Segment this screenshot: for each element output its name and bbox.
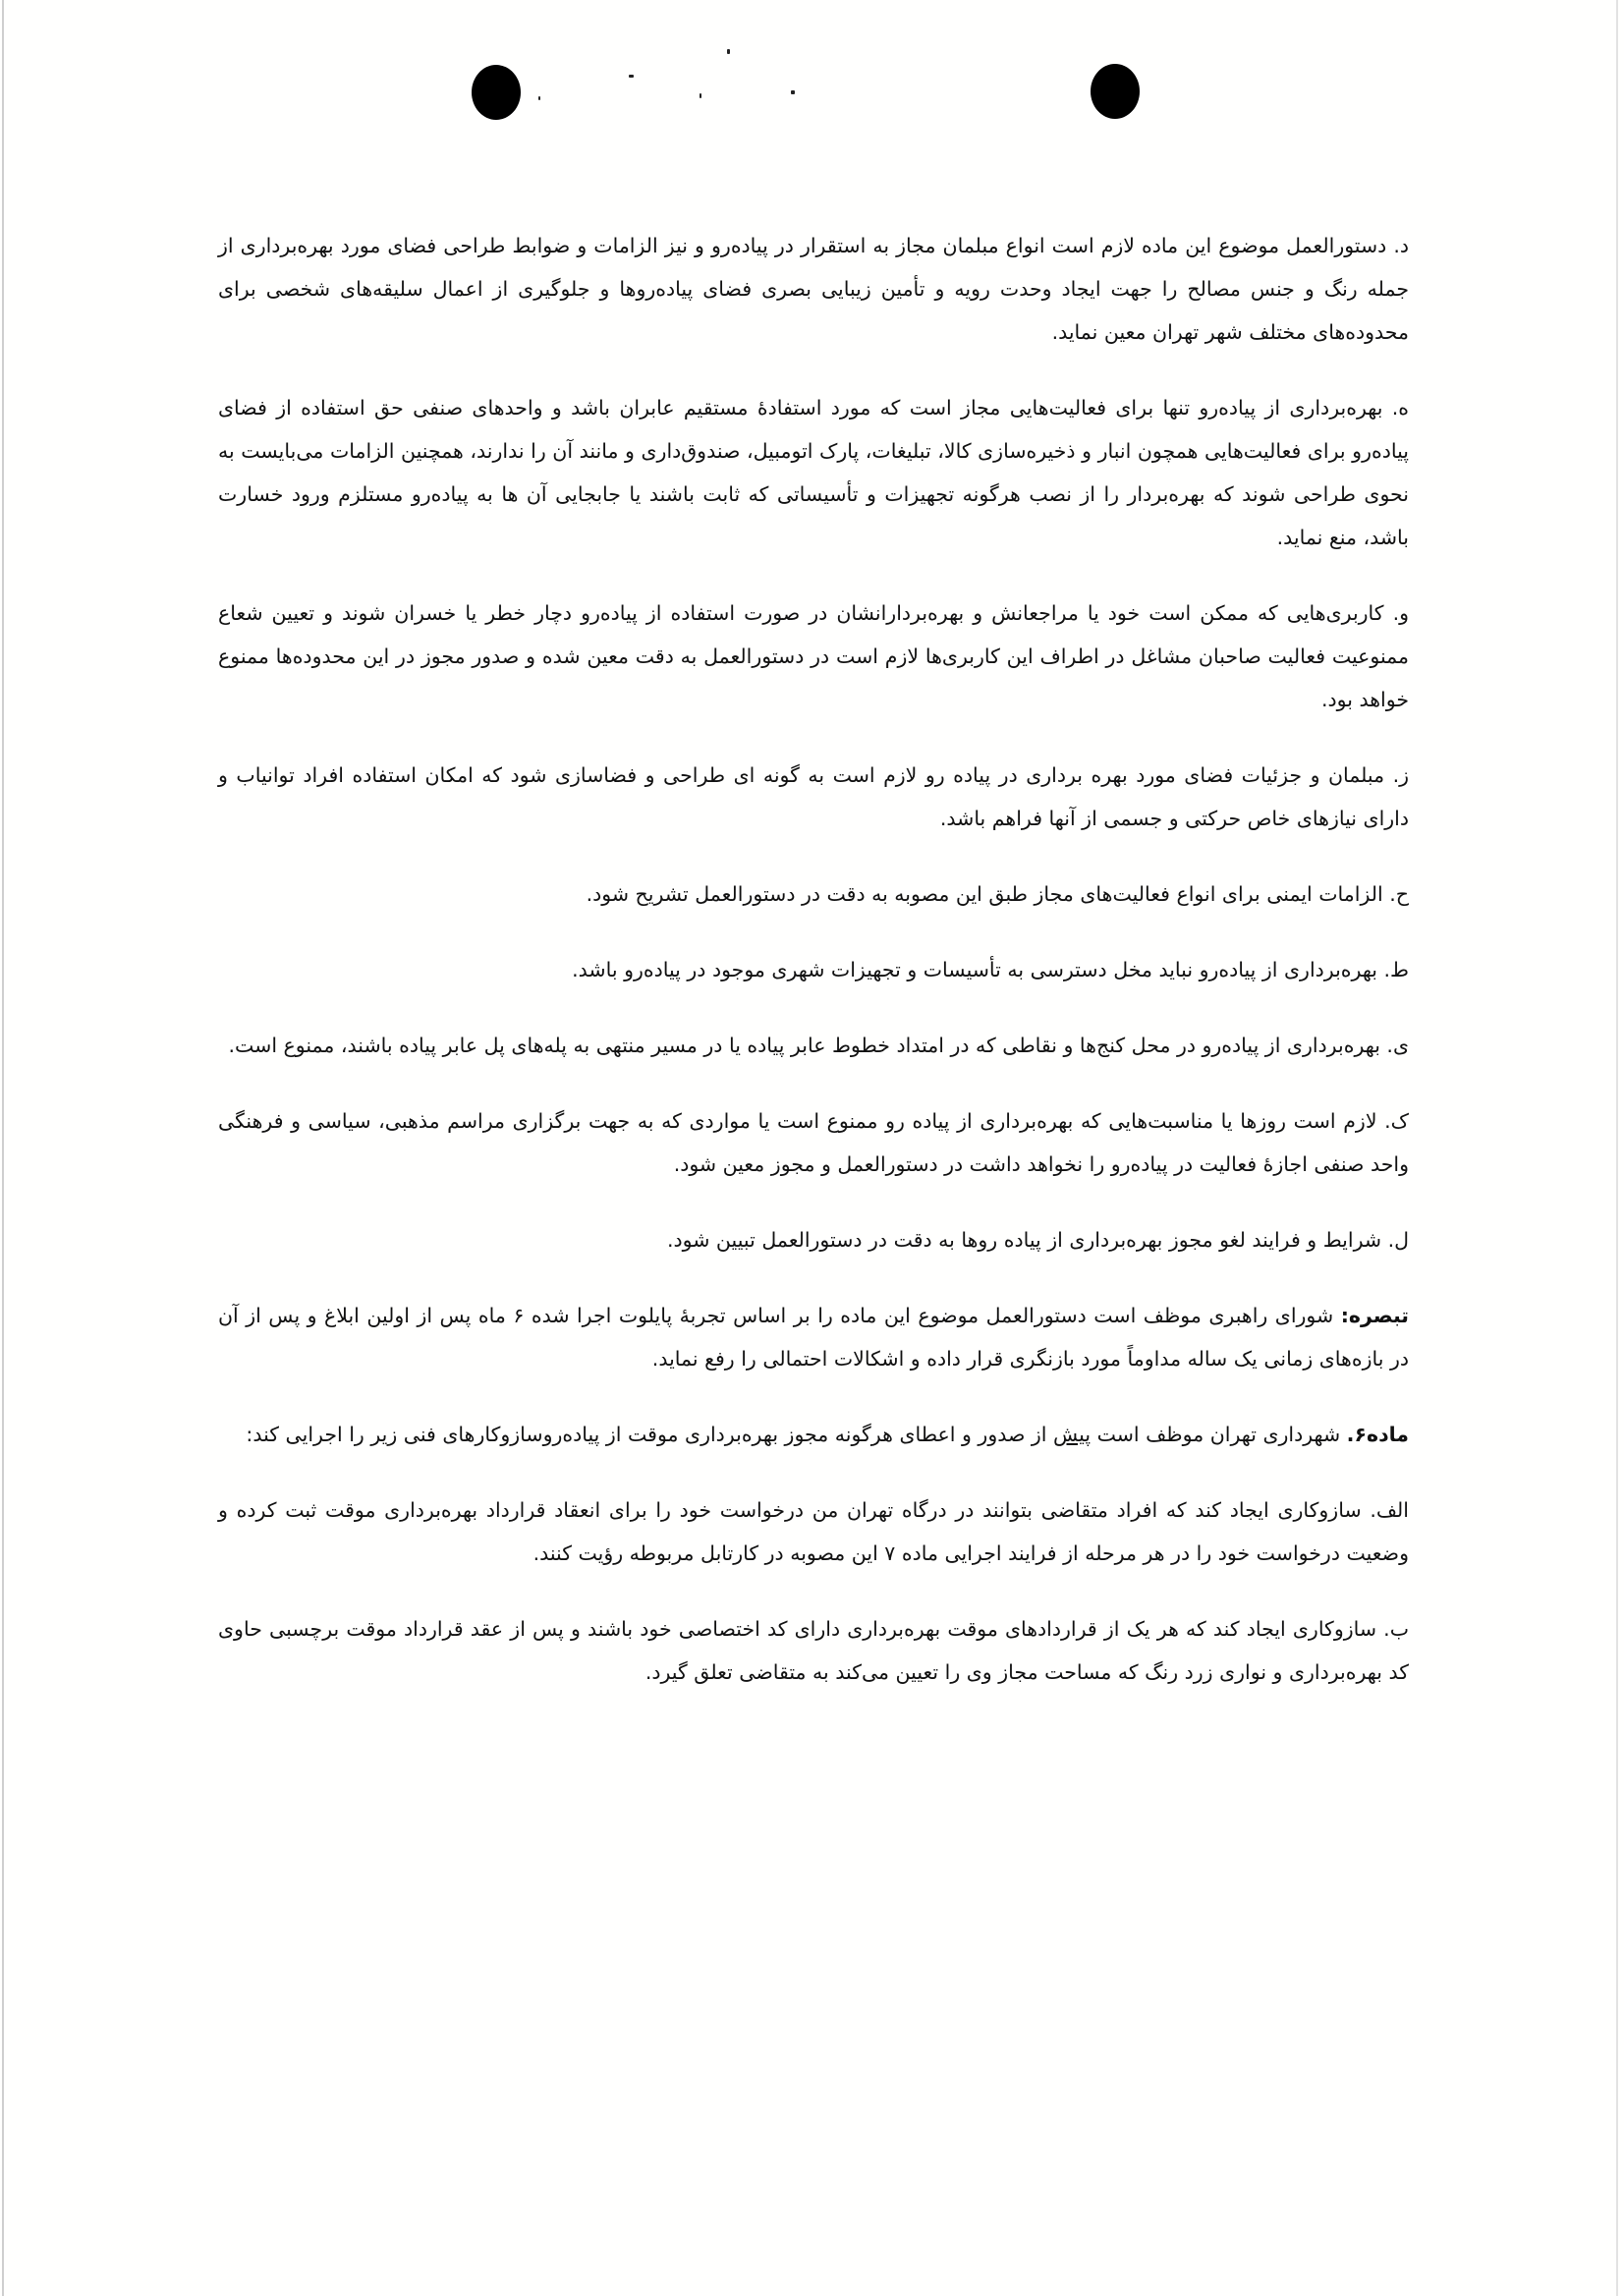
paragraph-text: ک. لازم است روزها یا مناسبت‌هایی که بهره‌برداری از پیاده رو ممنوع است یا مواردی که به جهت برگزاری مراسم مذهبی، سیاسی و فرهنگی واحد صنفی اجازهٔ فعالیت در پیاده‌رو را نخواهد داشت در دستورالعمل و مجوز معین شود. bbox=[218, 1109, 1409, 1176]
paragraph-text: ه. بهره‌برداری از پیاده‌رو تنها برای فعالیت‌هایی مجاز است که مورد استفادهٔ مستقیم عابران باشد و واحدهای صنفی حق استفاده از فضای پیاده‌رو برای فعالیت‌هایی همچون انبار و ذخیره‌سازی کالا، تبلیغات، پارک اتومبیل، صندوق‌داری و مانند آن را ندارند، همچنین الزامات می‌بایست به نحوی طراحی شوند که بهره‌بردار را از نصب هرگونه تجهیزات و تأسیساتی که ثابت باشند یا جابجایی آن ها به پیاده‌رو مستلزم ورود خسارت باشد، منع نماید. bbox=[218, 396, 1409, 549]
scan-speck bbox=[791, 90, 795, 94]
document-body bbox=[218, 224, 1409, 1726]
scan-speck bbox=[538, 96, 540, 100]
paragraph-text: ل. شرایط و فرایند لغو مجوز بهره‌برداری از پیاده روها به دقت در دستورالعمل تبیین شود. bbox=[667, 1228, 1409, 1252]
paragraph-y bbox=[218, 1024, 1409, 1067]
paragraph-text: ح. الزامات ایمنی برای انواع فعالیت‌های مجاز طبق این مصوبه به دقت در دستورالعمل تشریح شود. bbox=[586, 882, 1409, 906]
paragraph-alef bbox=[218, 1488, 1409, 1575]
scan-edge-right bbox=[1616, 0, 1618, 2296]
underlined-word: پیش bbox=[1053, 1423, 1092, 1446]
punch-hole-right bbox=[1091, 64, 1140, 119]
paragraph-h2 bbox=[218, 872, 1409, 916]
paragraph-text: الف. سازوکاری ایجاد کند که افراد متقاضی بتوانند در درگاه تهران من درخواست خود را برای انعقاد قرارداد بهره‌برداری موقت ثبت کرده و وضعیت درخواست خود را در هر مرحله از فرایند اجرایی ماده ۷ این مصوبه در کارتابل مربوطه رؤیت کنند. bbox=[218, 1498, 1409, 1565]
note-label: تبصره: bbox=[1340, 1304, 1410, 1327]
scan-speck bbox=[727, 49, 730, 54]
paragraph-k bbox=[218, 1099, 1409, 1186]
paragraph-t bbox=[218, 948, 1409, 991]
paragraph-text: شورای راهبری موظف است دستورالعمل موضوع این ماده را بر اساس تجربهٔ پایلوت اجرا شده ۶ ماه پس از اولین ابلاغ و پس از آن در بازه‌های زمانی یک ساله مداوماً مورد بازنگری قرار داده و اشکالات احتمالی را رفع نماید. bbox=[218, 1304, 1409, 1371]
paragraph-text: د. دستورالعمل موضوع این ماده لازم است انواع مبلمان مجاز به استقرار در پیاده‌رو و نیز الزامات و ضوابط طراحی فضای مورد بهره‌برداری از جمله رنگ و جنس مصالح را جهت ایجاد وحدت رویه و تأمین زیبایی بصری فضای پیاده‌روها و جلوگیری از اعمال سلیقه‌های شخصی برای محدوده‌های مختلف شهر تهران معین نماید. bbox=[218, 234, 1409, 344]
scan-speck bbox=[629, 75, 634, 78]
paragraph-text: و. کاربری‌هایی که ممکن است خود یا مراجعانش و بهره‌بردارانشان در صورت استفاده از پیاده‌رو دچار خطر یا خسران شوند و تعیین شعاع ممنوعیت فعالیت صاحبان مشاغل در اطراف این کاربری‌ها لازم است در دستورالعمل به دقت معین شده و صدور مجوز در این محدوده‌ها ممنوع خواهد بود. bbox=[218, 601, 1409, 711]
paragraph-l bbox=[218, 1218, 1409, 1261]
article-6 bbox=[218, 1413, 1409, 1456]
scan-edge-left bbox=[2, 0, 4, 2296]
paragraph-text: ب. سازوکاری ایجاد کند که هر یک از قراردادهای موقت بهره‌برداری دارای کد اختصاصی خود باشند و پس از عقد قرارداد موقت برچسبی حاوی کد بهره‌برداری و نواری زرد رنگ که مساحت مجاز وی را تعیین می‌کند به متقاضی تعلق گیرد. bbox=[218, 1617, 1409, 1684]
paragraph-be bbox=[218, 1607, 1409, 1694]
punch-hole-left bbox=[472, 65, 521, 120]
note-tabsare bbox=[218, 1294, 1409, 1380]
paragraph-text: از صدور و اعطای هرگونه مجوز بهره‌برداری موقت از پیاده‌روسازوکارهای فنی زیر را اجرایی کند: bbox=[246, 1423, 1054, 1446]
article-label: ماده۶. bbox=[1346, 1423, 1409, 1446]
paragraph-text-start: شهرداری تهران موظف است bbox=[1091, 1423, 1347, 1446]
paragraph-text: ط. بهره‌برداری از پیاده‌رو نباید مخل دسترسی به تأسیسات و تجهیزات شهری موجود در پیاده‌رو باشد. bbox=[572, 958, 1409, 981]
scan-speck bbox=[700, 93, 701, 98]
paragraph-d bbox=[218, 224, 1409, 354]
paragraph-h bbox=[218, 386, 1409, 559]
paragraph-z bbox=[218, 754, 1409, 840]
paragraph-text: ی. بهره‌برداری از پیاده‌رو در محل کنج‌ها و نقاطی که در امتداد خطوط عابر پیاده یا در مسیر منتهی به پله‌های پل عابر پیاده باشند، ممنوع است. bbox=[228, 1034, 1409, 1057]
paragraph-text: ز. مبلمان و جزئیات فضای مورد بهره برداری در پیاده رو لازم است به گونه ای طراحی و فضاسازی شود که امکان استفاده افراد توانیاب و دارای نیازهای خاص حرکتی و جسمی از آنها فراهم باشد. bbox=[218, 763, 1409, 830]
paragraph-v bbox=[218, 591, 1409, 721]
